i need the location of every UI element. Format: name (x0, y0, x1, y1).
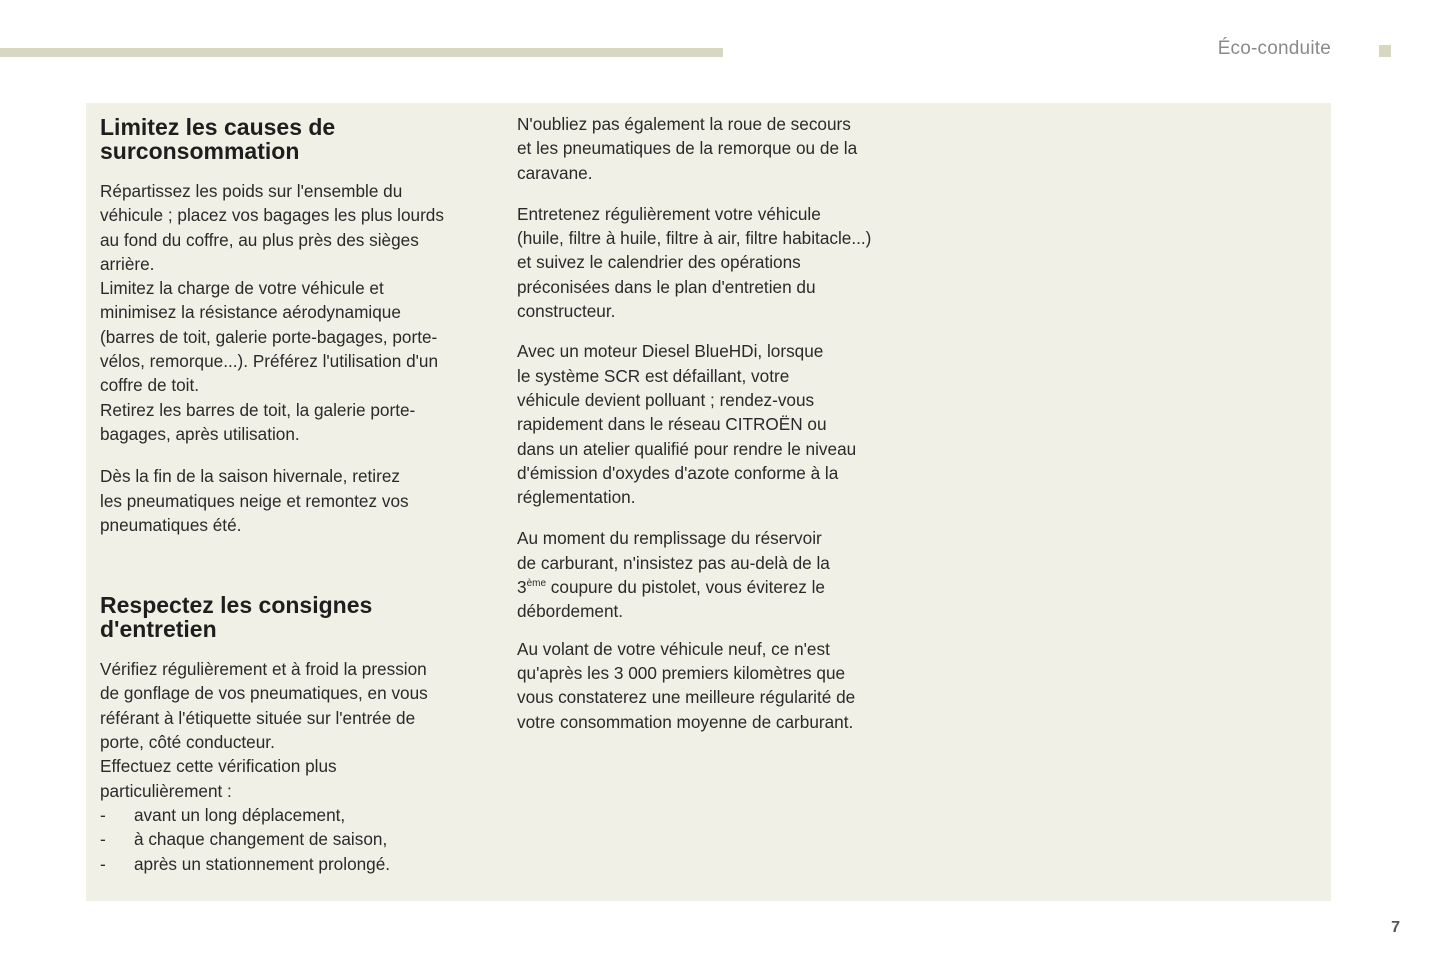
paragraph-weight-load: Répartissez les poids sur l'ensemble du véhicule ; placez vos bagages les plus lourds au fond du coffre, au plus près des sièges arrière. Limitez la charge de votre véhicule et minimisez la résistance aérodynamique (barres de toit, galerie porte-bagages, porte- vélos, remorque...). Préférez l'utilisation d'un coffre de toit. Retirez les barres de toit, la galerie porte- bagages, après utilisation. (100, 181, 444, 444)
content-panel (86, 103, 1331, 901)
page-number: 7 (1391, 919, 1400, 936)
section-title: Éco-conduite (1217, 38, 1331, 59)
paragraph-bluehdi-scr: Avec un moteur Diesel BlueHDi, lorsque le système SCR est défaillant, votre véhicule devient polluant ; rendez-vous rapidement dans le réseau CITROËN ou dans un atelier qualifié pour rendre le niveau d'émission d'oxydes d'azote conforme à la réglementation. (517, 341, 857, 508)
list-item: - après un stationnement prolongé. (100, 853, 391, 874)
paragraph-new-vehicle: Au volant de votre véhicule neuf, ce n'est qu'après les 3 000 premiers kilomètres que vous constaterez une meilleure régularité de votre consommation moyenne de carburant. (517, 638, 856, 732)
paragraph-winter-tyres: Dès la fin de la saison hivernale, retirez les pneumatiques neige et remontez vos pneumatiques été. (100, 466, 409, 535)
paragraph-maintenance-schedule: Entretenez régulièrement votre véhicule (huile, filtre à huile, filtre à air, filtre habitacle...) et suivez le calendrier des opérations préconisées dans le plan d'entretien du constructeur. (517, 203, 872, 322)
left-column (100, 103, 490, 876)
right-column (517, 103, 917, 734)
header-accent-bar (0, 48, 723, 57)
paragraph-spare-wheel: N'oubliez pas également la roue de secours et les pneumatiques de la remorque ou de la caravane. (517, 114, 858, 183)
section-marker-square (1379, 45, 1391, 57)
heading-surconsommation: Limitez les causes de surconsommation (100, 114, 336, 164)
list-item: - à chaque changement de saison, (100, 829, 388, 850)
list-item: - avant un long déplacement, (100, 804, 346, 825)
paragraph-refuelling: Au moment du remplissage du réservoir de carburant, n'insistez pas au-delà de la 3ème coupure du pistolet, vous éviterez le débordement. (517, 528, 830, 622)
paragraph-tyre-pressure: Vérifiez régulièrement et à froid la pression de gonflage de vos pneumatiques, en vous référant à l'étiquette située sur l'entrée de porte, côté conducteur. Effectuez cette vérification plus particulièrement : (100, 659, 428, 801)
check-occasions-list (100, 803, 490, 876)
heading-entretien: Respectez les consignes d'entretien (100, 592, 373, 643)
